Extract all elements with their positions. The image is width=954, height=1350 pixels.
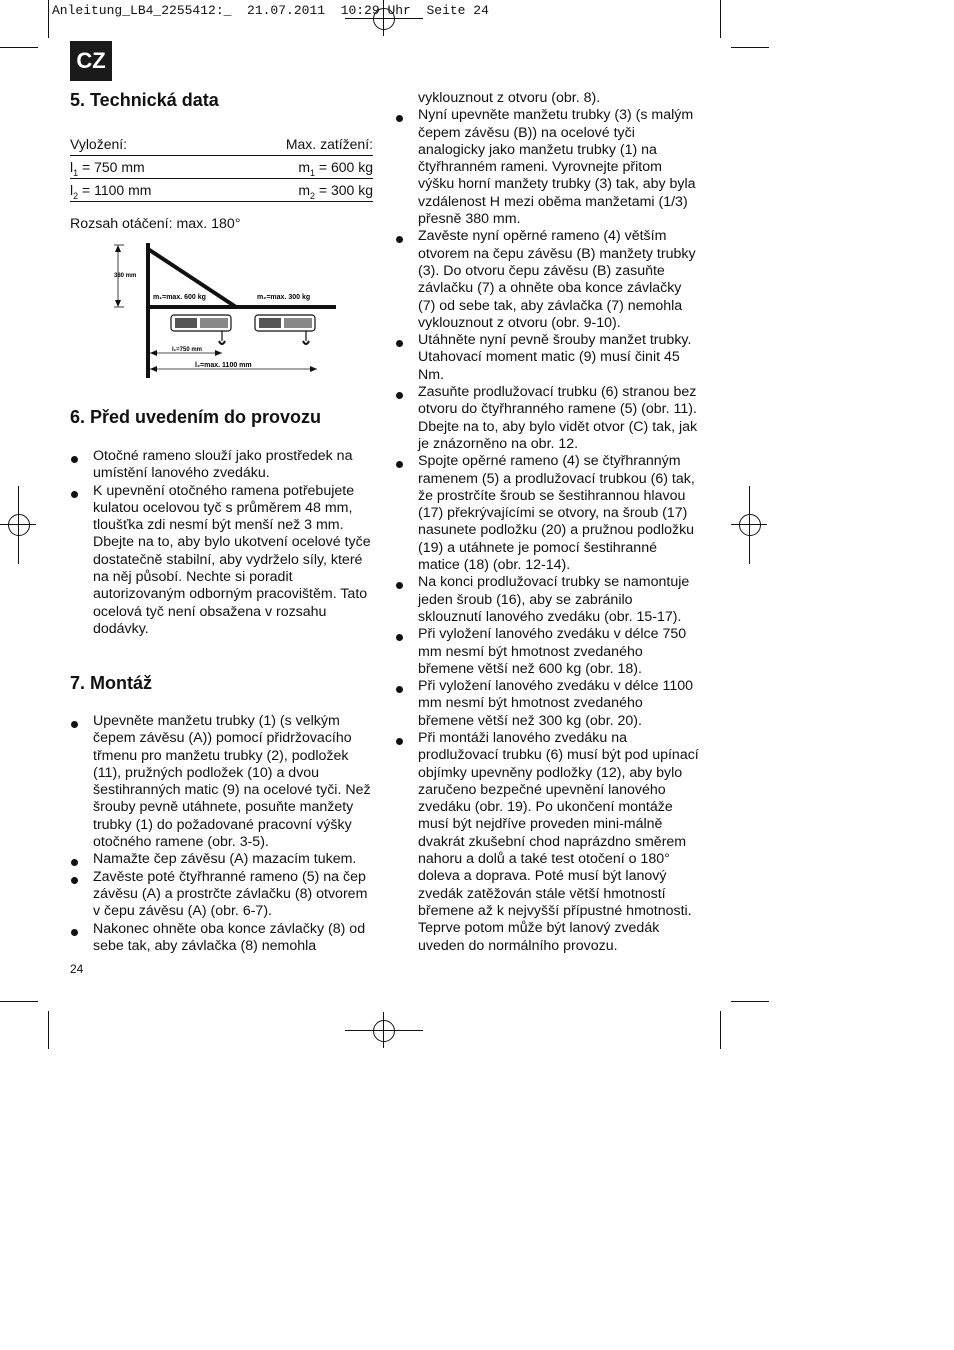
list-item: Při montáži lanového zvedáku na prodlužovací trubku (6) musí být pod upínací objímky upevněny podložky (12), aby bylo zaručeno bezpečné upevnění lanového zvedáku (obr. 19). Po ukončení montáže musí být nejdříve proveden mini-málně dvakrát zkušební chod naprázdno směrem nahoru a dolů a také test otočení o 180° doleva a doprava. Poté musí být lanový zvedák zatěžován stále větší hmotností břemene až k nejvyšší přípustné hmotnosti. Teprve potom může být lanový zvedák uveden do normálního provozu.	[395, 730, 700, 955]
table-row	[70, 156, 373, 178]
crop-mark	[0, 47, 38, 48]
crop-mark	[48, 0, 49, 38]
load-value: $m_1 = 600$ kg	[298, 159, 373, 178]
list-item: Utáhněte nyní pevně šrouby manžet trubky. Utahovací moment matic (9) musí činit 45 Nm.	[395, 332, 700, 384]
language-badge: CZ	[70, 41, 112, 81]
reach-value: $l_1 = 750$ mm	[70, 159, 145, 178]
crop-mark	[720, 0, 721, 38]
load-1-label: m₁=max. 600 kg	[153, 294, 206, 301]
load-value: $m_2 = 300$ kg	[298, 182, 373, 201]
list-item: Zavěste nyní opěrné rameno (4) větším otvorem na čepu závěsu (B) manžety trubky (3). Do otvoru čepu závěsu (B) zasuňte závlačku (7) a ohněte oba konce závlačky (7) od sebe tak, aby závlačka (7) nemohla vyklouznout z otvoru (obr. 9-10).	[395, 228, 700, 332]
height-dimension-label: 380 mm	[114, 273, 137, 279]
page-number: 24	[70, 962, 84, 976]
crop-mark	[48, 1011, 49, 1049]
section-7-heading: 7. Montáž	[70, 673, 153, 693]
column-header-reach: Vyložení:	[70, 136, 128, 152]
section-6-list	[70, 448, 375, 638]
crop-mark	[0, 1001, 38, 1002]
list-item: Upevněte manžetu trubky (1) (s velkým čepem závěsu (A)) pomocí přidržovacího třmenu pro manžetu trubky (2), podložek (11), pružných podložek (10) a dvou šestihranných matic (9) na ocelové tyči. Než šrouby pevně utáhnete, posuňte manžety trubky (1) do požadované pracovní výšky otočného ramene (obr. 3-5).	[70, 713, 375, 851]
list-item: K upevnění otočného ramena potřebujete kulatou ocelovou tyč s průměrem 48 mm, tloušťka zdi nesmí být menší než 3 mm. Dbejte na to, aby bylo ukotvení ocelové tyče dostatečně stabilní, aby vydrželo síly, které na něj působí. Nechte si poradit autorizovaným odborným pracovištěm. Tato ocelová tyč není obsažena v rozsahu dodávky.	[70, 483, 375, 639]
load-2-label: m₂=max. 300 kg	[257, 294, 311, 301]
list-item: Při vyložení lanového zvedáku v délce 1100 mm nesmí být hmotnost zvedaného břemene větší než 300 kg (obr. 20).	[395, 678, 700, 730]
list-item: Otočné rameno slouží jako prostředek na umístění lanového zvedáku.	[70, 448, 375, 483]
list-item: Nyní upevněte manžetu trubky (3) (s malým čepem závěsu (B)) na ocelové tyči analogicky jako manžetu trubky (1) na čtyřhranném rameni. Vyrovnejte přitom výšku horní manžety trubky (3) tak, aby byla vzdálenost H mezi oběma manžetami (1/3) přesně 380 mm.	[395, 107, 700, 228]
list-item: Při vyložení lanového zvedáku v délce 750 mm nesmí být hmotnost zvedaného břemene větší než 600 kg (obr. 18).	[395, 626, 700, 678]
list-item: Nakonec ohněte oba konce závlačky (8) od sebe tak, aby závlačka (8) nemohla	[70, 921, 375, 956]
list-item: Na konci prodlužovací trubky se namontuje jeden šroub (16), aby se zabránilo sklouznutí lanového zvedáku (obr. 15-17).	[395, 574, 700, 626]
crop-mark	[720, 1011, 721, 1049]
column-header-max-load: Max. zatížení:	[285, 136, 373, 152]
table-header-row	[70, 133, 373, 155]
reach-value: $l_2 = 1100$ mm	[70, 182, 152, 201]
hoist-1-icon	[171, 315, 231, 344]
crop-mark	[731, 47, 769, 48]
table-row	[70, 179, 373, 201]
list-item: Zavěste poté čtyřhranné rameno (5) na čep závěsu (A) a prostrčte závlačku (8) otvorem v čepu závěsu (A) (obr. 6-7).	[70, 869, 375, 921]
section-7-list	[70, 713, 375, 955]
hoist-2-icon	[255, 315, 315, 344]
list-item: Zasuňte prodlužovací trubku (6) stranou bez otvoru do čtyřhranného ramene (5) (obr. 11). Dbejte na to, aby bylo vidět otvor (C) tak, jak je znázorněno na obr. 12.	[395, 384, 700, 453]
print-slug-line: Anleitung_LB4_2255412:_ 21.07.2011 10:29 Uhr Seite 24	[52, 3, 489, 18]
crop-mark	[731, 1001, 769, 1002]
rotation-range-text: Rozsah otáčení: max. 180°	[70, 216, 241, 232]
section-5-heading: 5. Technická data	[70, 90, 219, 110]
right-column-list	[395, 90, 700, 955]
dimension-l1-label: l₁=750 mm	[172, 347, 202, 353]
registration-mark-left	[0, 486, 36, 564]
list-item: Namažte čep závěsu (A) mazacím tukem.	[70, 851, 375, 868]
tech-data-table	[70, 133, 373, 202]
list-item: Spojte opěrné rameno (4) se čtyřhranným ramenem (5) a prodlužovací trubkou (6) tak, že prostrčíte šroub se šestihrannou hlavou (17) překrývajícími se otvory, na šroub (17) nasunete podložku (20) a pružnou podložku (19) a utáhnete je pomocí šestihranné matice (18) (obr. 12-14).	[395, 453, 700, 574]
section-6-heading: 6. Před uvedením do provozu	[70, 407, 322, 427]
dimension-l2-label: l₂=max. 1100 mm	[195, 362, 252, 369]
registration-mark-right	[731, 486, 767, 564]
registration-mark-bottom	[345, 1012, 423, 1048]
list-item-continuation: vyklouznout z otvoru (obr. 8).	[418, 90, 601, 106]
jib-arm-diagram	[112, 243, 340, 378]
